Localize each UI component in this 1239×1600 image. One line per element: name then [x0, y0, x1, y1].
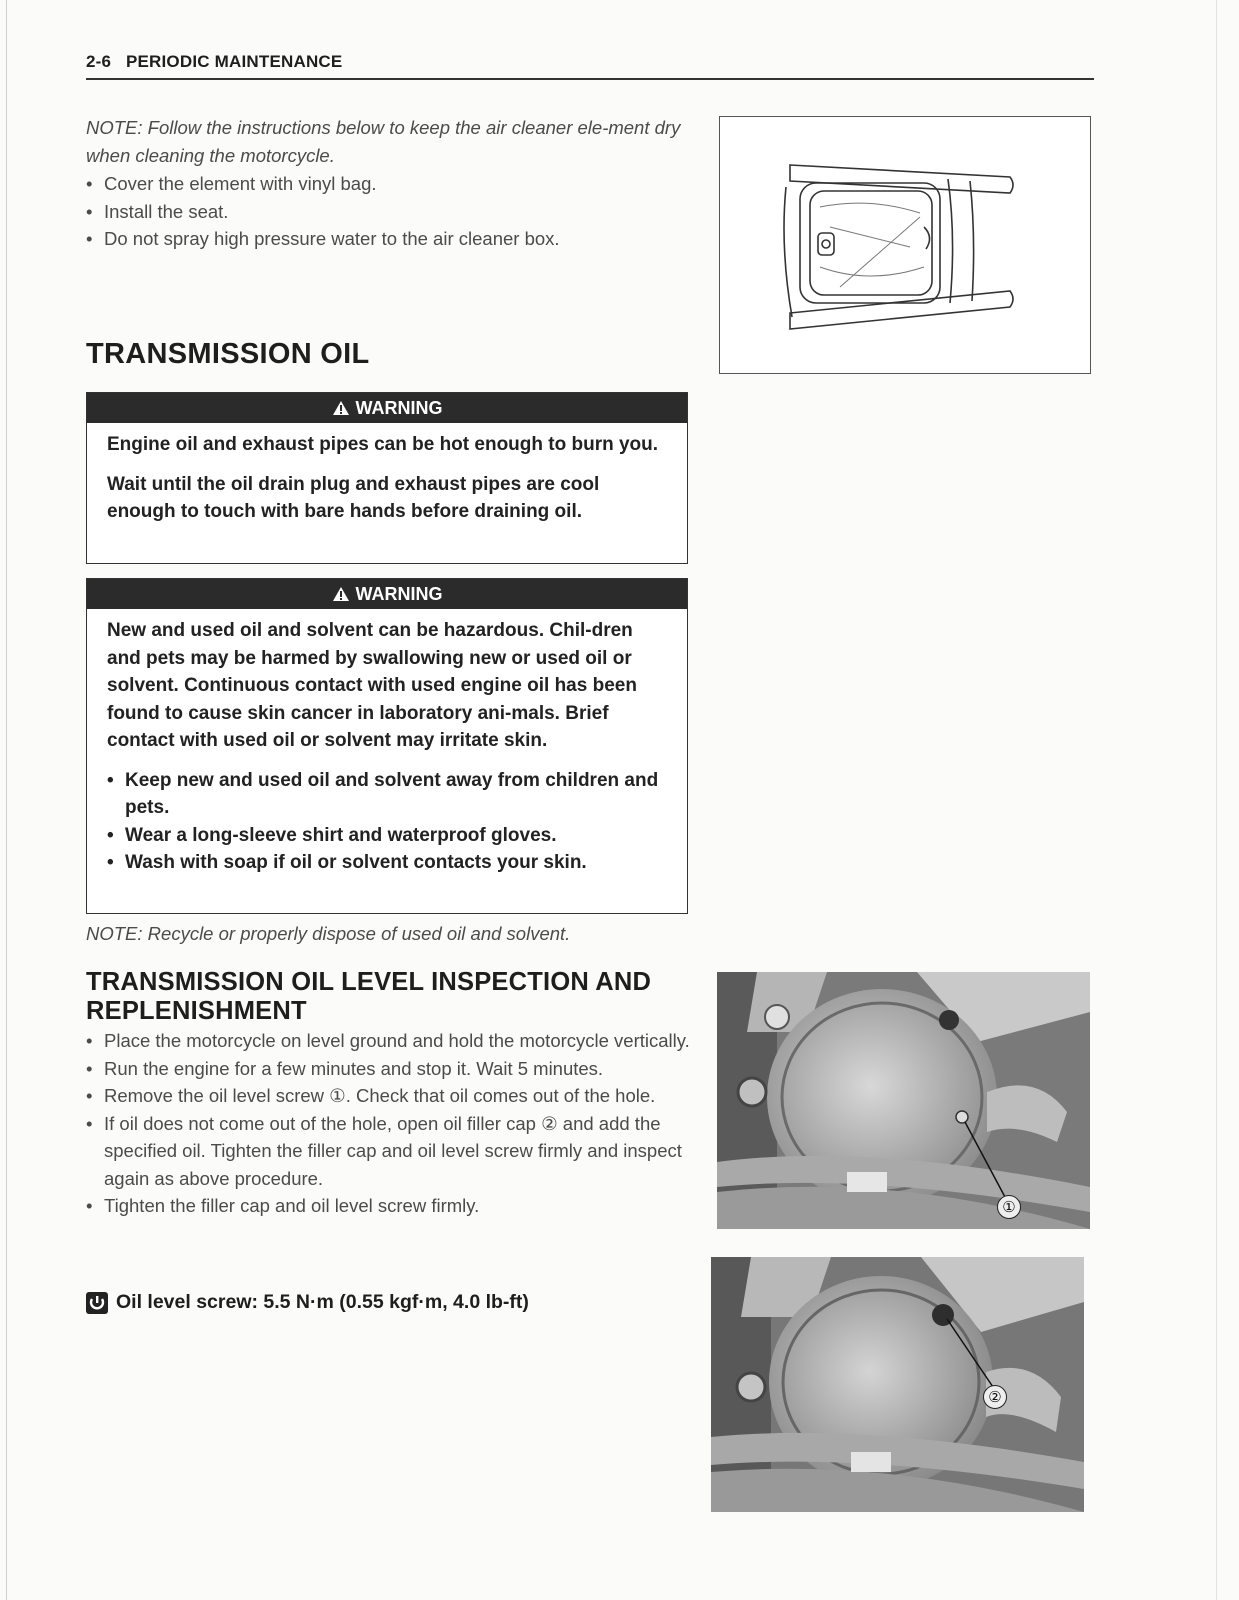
list-item: • Remove the oil level screw ①. Check that oil comes out of the hole. [86, 1082, 690, 1110]
section-title: TRANSMISSION OIL [86, 338, 370, 370]
list-item: • Wear a long-sleeve shirt and waterproof gloves. [107, 822, 667, 850]
subsection-title: TRANSMISSION OIL LEVEL INSPECTION AND REPLENISHMENT [86, 968, 652, 1025]
recycle-note: NOTE: Recycle or properly dispose of used oil and solvent. [86, 923, 571, 944]
page-header-title: 2-6 PERIODIC MAINTENANCE [86, 52, 343, 71]
warning-triangle-icon [332, 586, 350, 602]
warning-header [87, 393, 687, 423]
warning-paragraph: Wait until the oil drain plug and exhaust pipes are cool enough to touch with bare hands before draining oil. [107, 473, 600, 522]
warning-header [87, 579, 687, 609]
list-item: • Cover the element with vinyl bag. [86, 170, 686, 198]
procedure-steps [86, 1027, 690, 1220]
warning-box-hazard [86, 578, 688, 914]
air-cleaner-illustration [719, 116, 1091, 374]
warning-box-hot [86, 392, 688, 564]
torque-spec [86, 1291, 529, 1314]
warning-body [87, 609, 687, 885]
air-cleaner-drawing [720, 117, 1090, 373]
list-item: • Do not spray high pressure water to the air cleaner box. [86, 225, 686, 253]
air-cleaner-note-list [86, 170, 686, 253]
warning-body [87, 423, 687, 534]
list-item: • Keep new and used oil and solvent away from children and pets. [107, 767, 667, 822]
air-cleaner-note [86, 114, 686, 253]
torque-wrench-icon [86, 1292, 108, 1314]
oil-level-screw-photo [717, 972, 1090, 1229]
callout-2: ② [983, 1385, 1007, 1409]
oil-filler-cap-photo [711, 1257, 1084, 1512]
list-item: • Wash with soap if oil or solvent contacts your skin. [107, 849, 667, 877]
engine-photo-drawing [711, 1257, 1084, 1512]
callout-1: ① [997, 1195, 1021, 1219]
page-edge [6, 0, 7, 1600]
torque-spec-text: Oil level screw: 5.5 N·m (0.55 kgf·m, 4.0 lb-ft) [116, 1291, 529, 1313]
warning-label: WARNING [355, 583, 443, 604]
warning-label: WARNING [355, 397, 443, 418]
list-item: • Place the motorcycle on level ground and hold the motorcycle vertically. [86, 1027, 690, 1055]
page-header [86, 48, 1094, 80]
list-item: • Tighten the filler cap and oil level screw firmly. [86, 1192, 690, 1220]
warning-paragraph: New and used oil and solvent can be hazardous. Chil-dren and pets may be harmed by swallowing new or used oil or solvent. Continuous contact with used engine oil has been found to cause skin cancer in laboratory ani-mals. Brief contact with used oil or solvent may irritate skin. [107, 620, 637, 751]
list-item: • If oil does not come out of the hole, open oil filler cap ② and add the specified oil. Tighten the filler cap and oil level screw firmly and inspect again as above procedure. [86, 1110, 690, 1193]
list-item: • Run the engine for a few minutes and stop it. Wait 5 minutes. [86, 1055, 690, 1083]
page-edge-right [1216, 0, 1217, 1600]
warning-triangle-icon [332, 400, 350, 416]
list-item: • Install the seat. [86, 198, 686, 226]
warning-list [107, 767, 667, 877]
air-cleaner-note-text: NOTE: Follow the instructions below to keep the air cleaner ele-ment dry when cleaning the motorcycle. [86, 117, 681, 166]
engine-photo-drawing [717, 972, 1090, 1229]
warning-paragraph: Engine oil and exhaust pipes can be hot enough to burn you. [107, 434, 659, 455]
